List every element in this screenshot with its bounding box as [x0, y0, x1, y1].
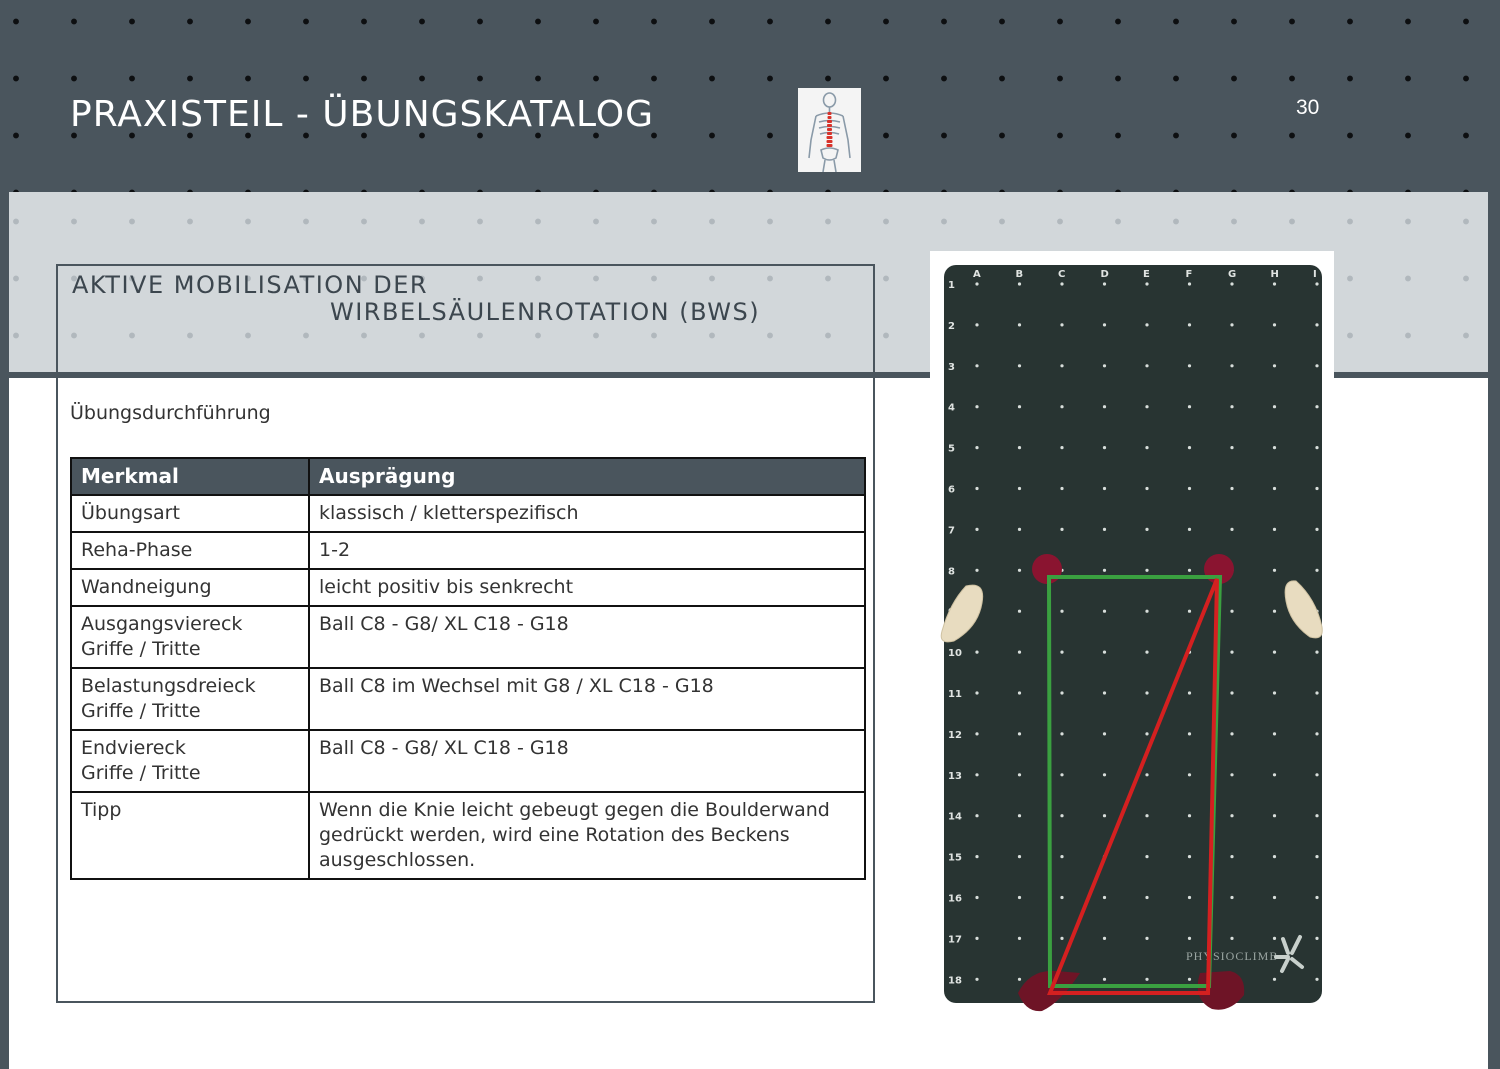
wall-hole — [1315, 937, 1318, 940]
wall-hole — [1060, 691, 1063, 694]
wall-hole — [1230, 651, 1233, 654]
wall-hole — [1230, 446, 1233, 449]
wall-hole — [1103, 773, 1106, 776]
wall-hole — [1188, 937, 1191, 940]
wall-hole — [1018, 528, 1021, 531]
wall-hole — [1315, 323, 1318, 326]
wall-hole — [1188, 896, 1191, 899]
wall-hole — [1018, 323, 1021, 326]
wall-hole — [1060, 937, 1063, 940]
wall-hole — [1188, 773, 1191, 776]
wall-hole — [1018, 610, 1021, 613]
table-cell-value: Ball C8 im Wechsel mit G8 / XL C18 - G18 — [309, 668, 865, 730]
ball-hold-c8 — [1032, 554, 1062, 584]
boulder-wall-photo — [930, 251, 1334, 1021]
wall-row-number: 4 — [948, 402, 955, 414]
table-row — [71, 668, 865, 730]
wall-hole — [1315, 855, 1318, 858]
wall-hole — [1145, 569, 1148, 572]
table-row — [71, 792, 865, 879]
table-cell-feature: Endviereck Griffe / Tritte — [71, 730, 309, 792]
wall-hole — [1103, 732, 1106, 735]
wall-hole — [975, 651, 978, 654]
wall-hole — [1315, 732, 1318, 735]
wall-hole — [1188, 487, 1191, 490]
table-cell-feature: Ausgangsviereck Griffe / Tritte — [71, 606, 309, 668]
right-border — [1488, 192, 1500, 1069]
wall-hole — [1145, 282, 1148, 285]
wall-hole — [1188, 978, 1191, 981]
wall-hole — [975, 814, 978, 817]
wall-hole — [1018, 773, 1021, 776]
wall-hole — [1103, 814, 1106, 817]
wall-hole — [1273, 405, 1276, 408]
wall-hole — [1315, 282, 1318, 285]
wall-hole — [1188, 855, 1191, 858]
wall-hole — [1060, 323, 1063, 326]
wall-hole — [1060, 610, 1063, 613]
wall-hole — [1145, 651, 1148, 654]
wall-row-number: 16 — [948, 893, 962, 905]
wall-hole — [1145, 773, 1148, 776]
wall-hole — [1188, 610, 1191, 613]
wall-hole — [1230, 282, 1233, 285]
wall-hole — [975, 978, 978, 981]
wall-hole — [1230, 364, 1233, 367]
wall-hole — [1060, 773, 1063, 776]
wall-hole — [1103, 282, 1106, 285]
wall-hole — [1315, 446, 1318, 449]
table-cell-value: Ball C8 - G8/ XL C18 - G18 — [309, 606, 865, 668]
wall-hole — [1145, 814, 1148, 817]
wall-hole — [1230, 610, 1233, 613]
subheading: Übungsdurchführung — [70, 402, 271, 424]
wall-hole — [1273, 282, 1276, 285]
table-cell-feature: Reha-Phase — [71, 532, 309, 569]
table-cell-value: Wenn die Knie leicht gebeugt gegen die Boulderwand gedrückt werden, wird eine Rotation des Beckens ausgeschlossen. — [309, 792, 865, 879]
wall-hole — [975, 569, 978, 572]
wall-hole — [1315, 814, 1318, 817]
wall-hole — [1145, 487, 1148, 490]
wall-row-number: 14 — [948, 811, 962, 823]
wall-hole — [1060, 364, 1063, 367]
wall-hole — [975, 364, 978, 367]
wall-hole — [1273, 487, 1276, 490]
wall-hole — [1188, 405, 1191, 408]
wall-hole — [975, 773, 978, 776]
wall-column-letter: C — [1058, 269, 1066, 280]
wall-hole — [1273, 978, 1276, 981]
wall-hole — [1273, 364, 1276, 367]
table-cell-feature: Übungsart — [71, 495, 309, 532]
wall-hole — [975, 896, 978, 899]
wall-row-number: 2 — [948, 320, 955, 332]
wall-hole — [1060, 732, 1063, 735]
wall-column-letter: I — [1313, 269, 1317, 280]
wall-hole — [1230, 937, 1233, 940]
wall-hole — [1315, 896, 1318, 899]
wall-hole — [1060, 814, 1063, 817]
spine-illustration — [798, 88, 861, 172]
wall-hole — [1018, 364, 1021, 367]
wall-hole — [1273, 323, 1276, 326]
wall-hole — [1230, 773, 1233, 776]
wall-hole — [975, 855, 978, 858]
wall-hole — [1315, 487, 1318, 490]
wall-hole — [1145, 937, 1148, 940]
wall-row-number: 15 — [948, 852, 962, 864]
wall-hole — [1145, 855, 1148, 858]
wall-hole — [1145, 610, 1148, 613]
wall-hole — [1230, 896, 1233, 899]
wall-hole — [975, 446, 978, 449]
wall-hole — [975, 405, 978, 408]
column-header: Ausprägung — [309, 458, 865, 495]
wall-hole — [1273, 651, 1276, 654]
wall-column-letter: E — [1143, 269, 1150, 280]
wall-hole — [1145, 364, 1148, 367]
wall-hole — [1315, 364, 1318, 367]
wall-hole — [1103, 528, 1106, 531]
wall-hole — [1230, 732, 1233, 735]
wall-hole — [975, 691, 978, 694]
wall-hole — [1273, 855, 1276, 858]
wall-hole — [975, 528, 978, 531]
wall-row-number: 12 — [948, 729, 962, 741]
wall-hole — [1230, 487, 1233, 490]
wall-hole — [1018, 855, 1021, 858]
wall-hole — [1018, 651, 1021, 654]
wall-row-number: 11 — [948, 689, 962, 700]
wall-row-number: 7 — [948, 525, 955, 537]
wall-hole — [1188, 282, 1191, 285]
column-header: Merkmal — [71, 458, 309, 495]
wall-hole — [1103, 610, 1106, 613]
wall-hole — [1018, 405, 1021, 408]
wall-hole — [1103, 487, 1106, 490]
wall-hole — [1273, 446, 1276, 449]
wall-hole — [1315, 528, 1318, 531]
wall-hole — [975, 732, 978, 735]
wall-hole — [1315, 691, 1318, 694]
wall-row-number: 18 — [948, 975, 962, 987]
wall-hole — [1145, 896, 1148, 899]
wall-hole — [1103, 937, 1106, 940]
section-title-line2: WIRBELSÄULENROTATION (BWS) — [330, 298, 761, 326]
page-number: 30 — [1296, 96, 1320, 119]
wall-hole — [1145, 446, 1148, 449]
wall-row-number: 6 — [948, 484, 955, 496]
wall-hole — [1273, 896, 1276, 899]
wall-hole — [975, 487, 978, 490]
wall-row-number: 10 — [948, 648, 962, 660]
wall-hole — [975, 323, 978, 326]
wall-row-number: 13 — [948, 770, 962, 782]
wall-column-letter: A — [973, 269, 981, 280]
wall-hole — [1018, 691, 1021, 694]
wall-hole — [975, 282, 978, 285]
left-border — [0, 192, 9, 1069]
wall-hole — [1060, 282, 1063, 285]
wall-hole — [1018, 814, 1021, 817]
wall-hole — [1273, 937, 1276, 940]
wall-row-number: 1 — [948, 280, 955, 291]
wall-hole — [1103, 405, 1106, 408]
table-cell-value: Ball C8 - G8/ XL C18 - G18 — [309, 730, 865, 792]
wall-hole — [1188, 569, 1191, 572]
wall-hole — [1060, 855, 1063, 858]
wall-hole — [1145, 528, 1148, 531]
wall-hole — [1230, 405, 1233, 408]
wall-hole — [1018, 569, 1021, 572]
wall-hole — [1103, 896, 1106, 899]
wall-hole — [1188, 323, 1191, 326]
wall-hole — [1145, 732, 1148, 735]
attribute-table — [70, 457, 866, 880]
wall-hole — [1188, 446, 1191, 449]
wall-hole — [1273, 691, 1276, 694]
wall-hole — [1273, 814, 1276, 817]
wall-row-number: 5 — [948, 443, 955, 455]
wall-row-number: 8 — [948, 566, 955, 578]
wall-hole — [1103, 446, 1106, 449]
wall-hole — [1230, 323, 1233, 326]
wall-hole — [1315, 978, 1318, 981]
table-cell-value: 1-2 — [309, 532, 865, 569]
wall-hole — [1018, 446, 1021, 449]
wall-hole — [1103, 569, 1106, 572]
page-title: PRAXISTEIL - ÜBUNGSKATALOG — [70, 94, 655, 135]
table-row — [71, 606, 865, 668]
wall-column-letter: D — [1100, 269, 1109, 280]
wall-column-letter: F — [1185, 269, 1193, 280]
wall-hole — [1103, 323, 1106, 326]
table-cell-feature: Belastungsdreieck Griffe / Tritte — [71, 668, 309, 730]
wall-hole — [1230, 814, 1233, 817]
wall-hole — [1315, 651, 1318, 654]
foot-hold-g18 — [1198, 971, 1245, 1010]
wall-hole — [1018, 487, 1021, 490]
wall-column-letter: G — [1228, 269, 1237, 280]
table-row — [71, 730, 865, 792]
table-cell-feature: Tipp — [71, 792, 309, 879]
wall-hole — [1315, 405, 1318, 408]
table-header-row — [71, 458, 865, 495]
wall-hole — [1145, 405, 1148, 408]
wall-hole — [1018, 937, 1021, 940]
table-row — [71, 569, 865, 606]
wall-hole — [1273, 732, 1276, 735]
wall-hole — [1315, 569, 1318, 572]
wall-hole — [1145, 323, 1148, 326]
table-row — [71, 495, 865, 532]
wall-hole — [1188, 732, 1191, 735]
wall-hole — [1230, 691, 1233, 694]
wall-hole — [1188, 814, 1191, 817]
wall-hole — [1273, 610, 1276, 613]
wall-hole — [1273, 528, 1276, 531]
wall-hole — [1145, 978, 1148, 981]
wall-hole — [1103, 364, 1106, 367]
wall-hole — [1060, 896, 1063, 899]
wall-hole — [1103, 978, 1106, 981]
table-cell-value: klassisch / kletterspezifisch — [309, 495, 865, 532]
wall-column-letter: B — [1015, 269, 1024, 280]
wall-hole — [1315, 773, 1318, 776]
page-header — [0, 0, 1500, 192]
section-title — [72, 272, 772, 326]
wall-hole — [1230, 855, 1233, 858]
section-title-line1: AKTIVE MOBILISATION DER — [72, 271, 429, 299]
physioclimb-logo: PHYSIOCLIMB — [1186, 949, 1279, 963]
wall-hole — [1018, 978, 1021, 981]
table-cell-feature: Wandneigung — [71, 569, 309, 606]
wall-hole — [1060, 446, 1063, 449]
wall-hole — [1188, 691, 1191, 694]
table-row — [71, 532, 865, 569]
wall-hole — [1145, 691, 1148, 694]
wall-hole — [1188, 364, 1191, 367]
wall-board — [944, 265, 1322, 1003]
wall-hole — [1018, 896, 1021, 899]
wall-hole — [1188, 528, 1191, 531]
wall-hole — [1273, 569, 1276, 572]
wall-row-number: 17 — [948, 934, 962, 946]
wall-hole — [1060, 528, 1063, 531]
wall-hole — [1230, 528, 1233, 531]
wall-hole — [1018, 282, 1021, 285]
table-cell-value: leicht positiv bis senkrecht — [309, 569, 865, 606]
wall-hole — [1060, 651, 1063, 654]
wall-hole — [975, 937, 978, 940]
wall-hole — [1018, 732, 1021, 735]
wall-column-letter: H — [1270, 269, 1279, 280]
wall-hole — [1060, 487, 1063, 490]
wall-hole — [1103, 691, 1106, 694]
wall-row-number: 3 — [948, 361, 955, 373]
wall-hole — [1273, 773, 1276, 776]
wall-hole — [1103, 651, 1106, 654]
wall-hole — [1060, 405, 1063, 408]
